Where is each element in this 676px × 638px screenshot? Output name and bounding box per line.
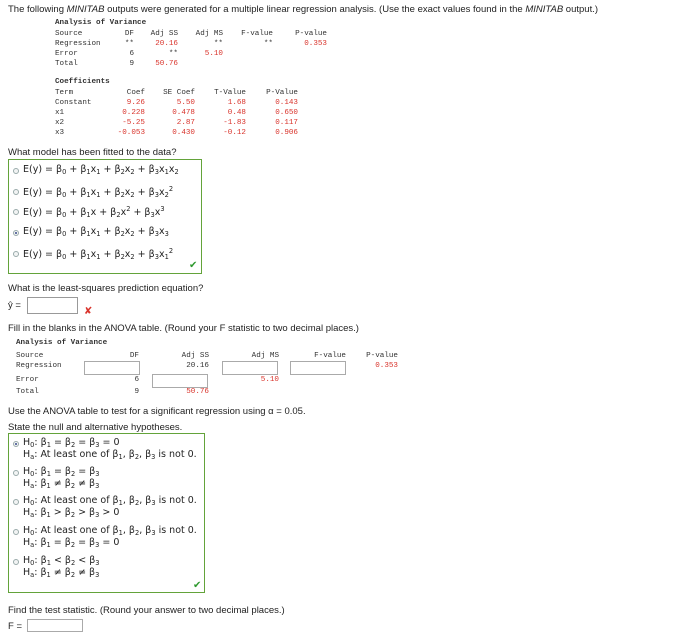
- anova-title: Analysis of Variance: [55, 19, 147, 27]
- anova-cell: **: [124, 40, 134, 48]
- anova-fill-question: Fill in the blanks in the ANOVA table. (Round your F statistic to two decimal places.): [8, 323, 359, 334]
- anova-cell: 9: [129, 60, 134, 68]
- anova-fill-cell: 20.16: [186, 362, 209, 370]
- anova-header: DF: [124, 30, 134, 38]
- coef-cell: -5.25: [122, 119, 145, 127]
- anova-cell: 20.16: [155, 40, 178, 48]
- model-option-label: $E(y) = \beta_0 + \beta_1x_1 + \beta_2x_2 + \beta_3x_1x_2$: [23, 164, 179, 176]
- model-option-radio[interactable]: [13, 168, 19, 174]
- anova-cell: Total: [55, 60, 78, 68]
- coef-cell: x3: [55, 129, 65, 137]
- coef-header: P-Value: [266, 89, 298, 97]
- model-option-radio[interactable]: [13, 189, 19, 195]
- null-hypothesis-label: $H_0$: $\beta_1 < \beta_2 < \beta_3$: [23, 555, 100, 567]
- anova-header: F-value: [241, 30, 273, 38]
- regression-adj-ms-input[interactable]: [222, 361, 278, 375]
- model-option-label: $E(y) = \beta_0 + \beta_1x_1 + \beta_2x_2 + \beta_3x_3$: [23, 226, 169, 238]
- coef-cell: 9.26: [126, 99, 145, 107]
- model-option-radio[interactable]: [13, 209, 19, 215]
- coef-cell: -0.12: [223, 129, 246, 137]
- coef-header: Coef: [126, 89, 145, 97]
- hypotheses-question: State the null and alternative hypotheses.: [8, 422, 183, 433]
- anova-header: P-value: [295, 30, 327, 38]
- significance-question: Use the ANOVA table to test for a significant regression using α = 0.05.: [8, 406, 306, 417]
- anova-header: Adj MS: [195, 30, 223, 38]
- null-hypothesis-label: $H_0$: $\beta_1 = \beta_2 = \beta_3 = 0$: [23, 437, 120, 449]
- model-option-label: $E(y) = \beta_0 + \beta_1x_1 + \beta_2x_2 + \beta_3x_2^2$: [23, 185, 174, 199]
- model-option-label: $E(y) = \beta_0 + \beta_1x_1 + \beta_2x_2 + \beta_3x_1^2$: [23, 247, 174, 261]
- coef-cell: 1.68: [227, 99, 246, 107]
- coef-cell: 0.143: [275, 99, 298, 107]
- anova-cell: 50.76: [155, 60, 178, 68]
- coef-header: SE Coef: [163, 89, 195, 97]
- anova-fill-cell: 5.10: [260, 376, 279, 384]
- hypothesis-option-radio[interactable]: [13, 529, 19, 535]
- checkmark-icon: ✔: [193, 580, 202, 591]
- coef-cell: Constant: [55, 99, 92, 107]
- anova-fill-cell: Total: [16, 388, 39, 396]
- anova-header: Adj SS: [150, 30, 178, 38]
- hypothesis-option-radio[interactable]: [13, 441, 19, 447]
- anova-cell: Error: [55, 50, 78, 58]
- error-adj-ss-input[interactable]: [152, 374, 208, 388]
- hypothesis-option-radio[interactable]: [13, 470, 19, 476]
- null-hypothesis-label: $H_0$: At least one of $\beta_1$, $\beta_2$, $\beta_3$ is not 0.: [23, 525, 197, 537]
- anova-cell: 0.353: [304, 40, 327, 48]
- anova-fill-cell: 9: [134, 388, 139, 396]
- coef-cell: x2: [55, 119, 65, 127]
- coef-header: T-Value: [214, 89, 246, 97]
- model-option-label: $E(y) = \beta_0 + \beta_1x + \beta_2x^2 + \beta_3x^3$: [23, 205, 165, 219]
- yhat-label: ŷ =: [8, 300, 21, 311]
- coef-cell: 0.117: [275, 119, 298, 127]
- anova-fill-header: Adj MS: [251, 352, 279, 360]
- anova-cell: Regression: [55, 40, 101, 48]
- model-option-radio[interactable]: [13, 230, 19, 236]
- anova-header: Source: [55, 30, 83, 38]
- anova-fill-cell: 50.76: [186, 388, 209, 396]
- f-label: F =: [8, 621, 22, 632]
- anova-cell: 5.10: [204, 50, 223, 58]
- checkmark-icon: ✔: [189, 260, 198, 271]
- alternative-hypothesis-label: $H_a$: $\beta_1 \ne \beta_2 \ne \beta_3$: [23, 478, 100, 490]
- coef-cell: 0.430: [172, 129, 195, 137]
- anova-fill-header: Adj SS: [181, 352, 209, 360]
- coef-cell: 0.650: [275, 109, 298, 117]
- null-hypothesis-label: $H_0$: At least one of $\beta_1$, $\beta_2$, $\beta_3$ is not 0.: [23, 495, 197, 507]
- anova-fill-header: F-value: [314, 352, 346, 360]
- coef-cell: 0.228: [122, 109, 145, 117]
- alternative-hypothesis-label: $H_a$: $\beta_1 > \beta_2 > \beta_3 > 0$: [23, 507, 120, 519]
- regression-df-input[interactable]: [84, 361, 140, 375]
- intro-text: The following MINITAB outputs were generated for a multiple linear regression analysis. (Use the exact values found in the MINITAB output.): [8, 4, 599, 15]
- coef-cell: -1.83: [223, 119, 246, 127]
- anova-cell: 6: [129, 50, 134, 58]
- coefficients-title: Coefficients: [55, 78, 110, 86]
- anova-fill-cell: 0.353: [375, 362, 398, 370]
- hypothesis-option-radio[interactable]: [13, 499, 19, 505]
- coef-cell: 0.478: [172, 109, 195, 117]
- alternative-hypothesis-label: $H_a$: $\beta_1 \ne \beta_2 \ne \beta_3$: [23, 567, 100, 579]
- alternative-hypothesis-label: $H_a$: $\beta_1 = \beta_2 = \beta_3 = 0$: [23, 537, 120, 549]
- anova-cell: **: [168, 50, 178, 58]
- coef-cell: x1: [55, 109, 65, 117]
- prediction-equation-input[interactable]: [27, 297, 78, 314]
- anova-fill-header: Source: [16, 352, 44, 360]
- coef-header: Term: [55, 89, 74, 97]
- anova-fill-header: P-value: [366, 352, 398, 360]
- hypothesis-option-radio[interactable]: [13, 559, 19, 565]
- anova-fill-header: DF: [129, 352, 139, 360]
- anova-fill-cell: Error: [16, 376, 39, 384]
- anova-fill-cell: 6: [134, 376, 139, 384]
- anova-cell: **: [213, 40, 223, 48]
- anova-fill-cell: Regression: [16, 362, 62, 370]
- prediction-question: What is the least-squares prediction equation?: [8, 283, 204, 294]
- model-question: What model has been fitted to the data?: [8, 147, 177, 158]
- anova-fill-title: Analysis of Variance: [16, 339, 108, 347]
- model-option-radio[interactable]: [13, 251, 19, 257]
- anova-cell: **: [263, 40, 273, 48]
- coef-cell: 5.50: [176, 99, 195, 107]
- f-statistic-input[interactable]: [27, 619, 83, 632]
- coef-cell: -0.053: [117, 129, 145, 137]
- alternative-hypothesis-label: $H_a$: At least one of $\beta_1$, $\beta_2$, $\beta_3$ is not 0.: [23, 449, 197, 461]
- cross-icon: ✘: [84, 306, 93, 317]
- coef-cell: 2.87: [176, 119, 195, 127]
- coef-cell: 0.48: [227, 109, 246, 117]
- coef-cell: 0.906: [275, 129, 298, 137]
- test-statistic-question: Find the test statistic. (Round your answer to two decimal places.): [8, 605, 285, 616]
- null-hypothesis-label: $H_0$: $\beta_1 = \beta_2 = \beta_3$: [23, 466, 100, 478]
